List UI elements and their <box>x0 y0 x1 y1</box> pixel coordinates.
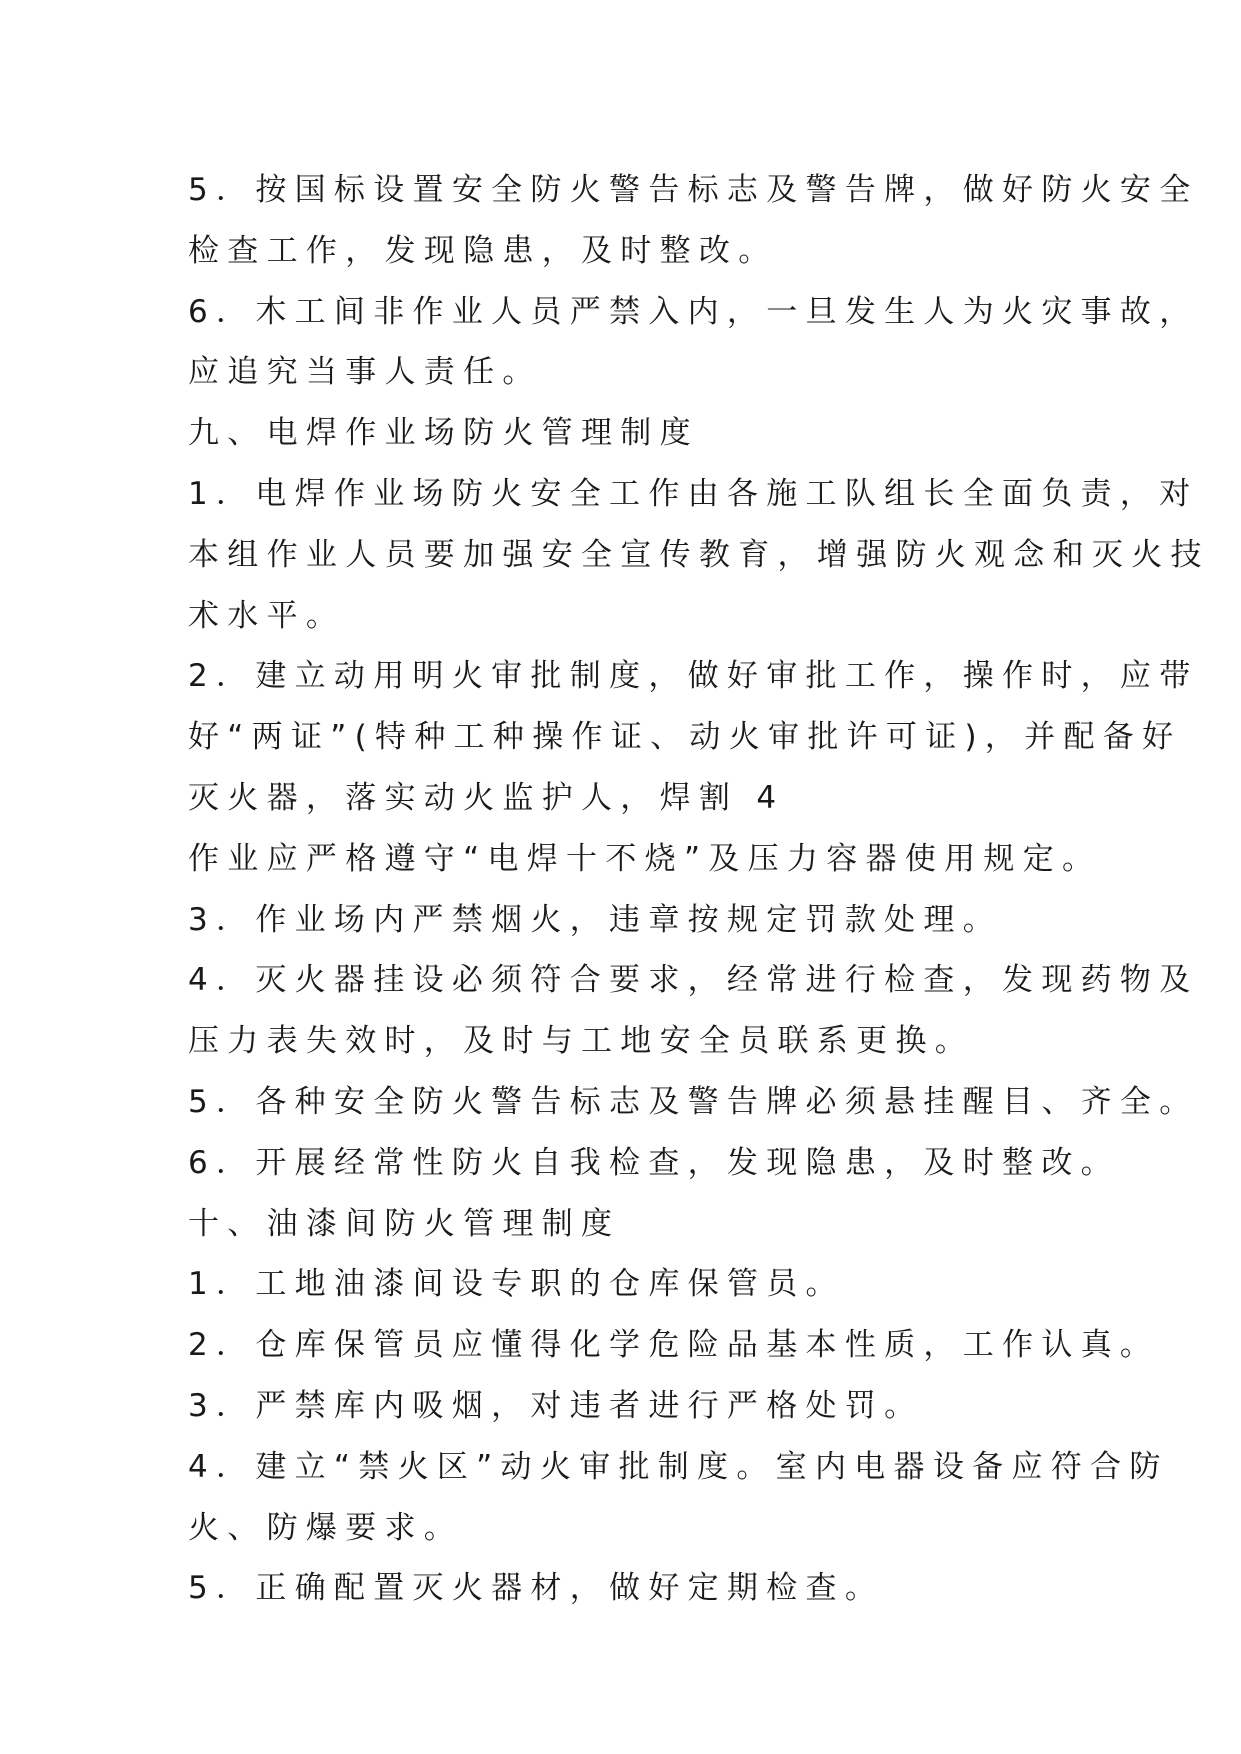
text-line-19: 1．工地油漆间设专职的仓库保管员。 <box>188 1266 845 1303</box>
text-line-4: 应追究当事人责任。 <box>188 354 542 391</box>
text-line-16: 5．各种安全防火警告标志及警告牌必须悬挂醒目、齐全。 <box>188 1083 1199 1120</box>
text-line-24: 5．正确配置灭火器材，做好定期检查。 <box>188 1570 885 1607</box>
text-line-22: 4．建立“禁火区”动火审批制度。室内电器设备应符合防 <box>188 1448 1169 1485</box>
text-line-15: 压力表失效时，及时与工地安全员联系更换。 <box>188 1023 974 1060</box>
text-line-21: 3．严禁库内吸烟，对违者进行严格处罚。 <box>188 1387 924 1424</box>
text-line-11: 灭火器，落实动火监护人，焊割 4 <box>188 779 785 816</box>
text-line-13: 3．作业场内严禁烟火，违章按规定罚款处理。 <box>188 901 1003 938</box>
text-line-10: 好“两证”(特种工种操作证、动火审批许可证)，并配备好 <box>188 719 1182 756</box>
section-heading-9: 九、电焊作业场防火管理制度 <box>188 415 699 452</box>
text-line-20: 2．仓库保管员应懂得化学危险品基本性质，工作认真。 <box>188 1327 1160 1364</box>
section-heading-10: 十、油漆间防火管理制度 <box>188 1205 621 1242</box>
text-line-8: 术水平。 <box>188 597 346 634</box>
text-line-12: 作业应严格遵守“电焊十不烧”及压力容器使用规定。 <box>188 840 1102 877</box>
text-line-2: 检查工作，发现隐患，及时整改。 <box>188 232 778 269</box>
text-line-9: 2．建立动用明火审批制度，做好审批工作，操作时，应带 <box>188 658 1199 695</box>
text-line-14: 4．灭火器挂设必须符合要求，经常进行检查，发现药物及 <box>188 962 1199 999</box>
text-line-23: 火、防爆要求。 <box>188 1509 464 1546</box>
text-line-17: 6．开展经常性防火自我检查，发现隐患，及时整改。 <box>188 1144 1120 1181</box>
text-line-7: 本组作业人员要加强安全宣传教育，增强防火观念和灭火技 <box>188 536 1210 573</box>
text-line-3: 6．木工间非作业人员严禁入内，一旦发生人为火灾事故， <box>188 293 1199 330</box>
document-body <box>188 160 1210 1619</box>
text-line-1: 5．按国标设置安全防火警告标志及警告牌，做好防火安全 <box>188 172 1199 208</box>
text-line-6: 1．电焊作业场防火安全工作由各施工队组长全面负责，对 <box>188 475 1199 512</box>
